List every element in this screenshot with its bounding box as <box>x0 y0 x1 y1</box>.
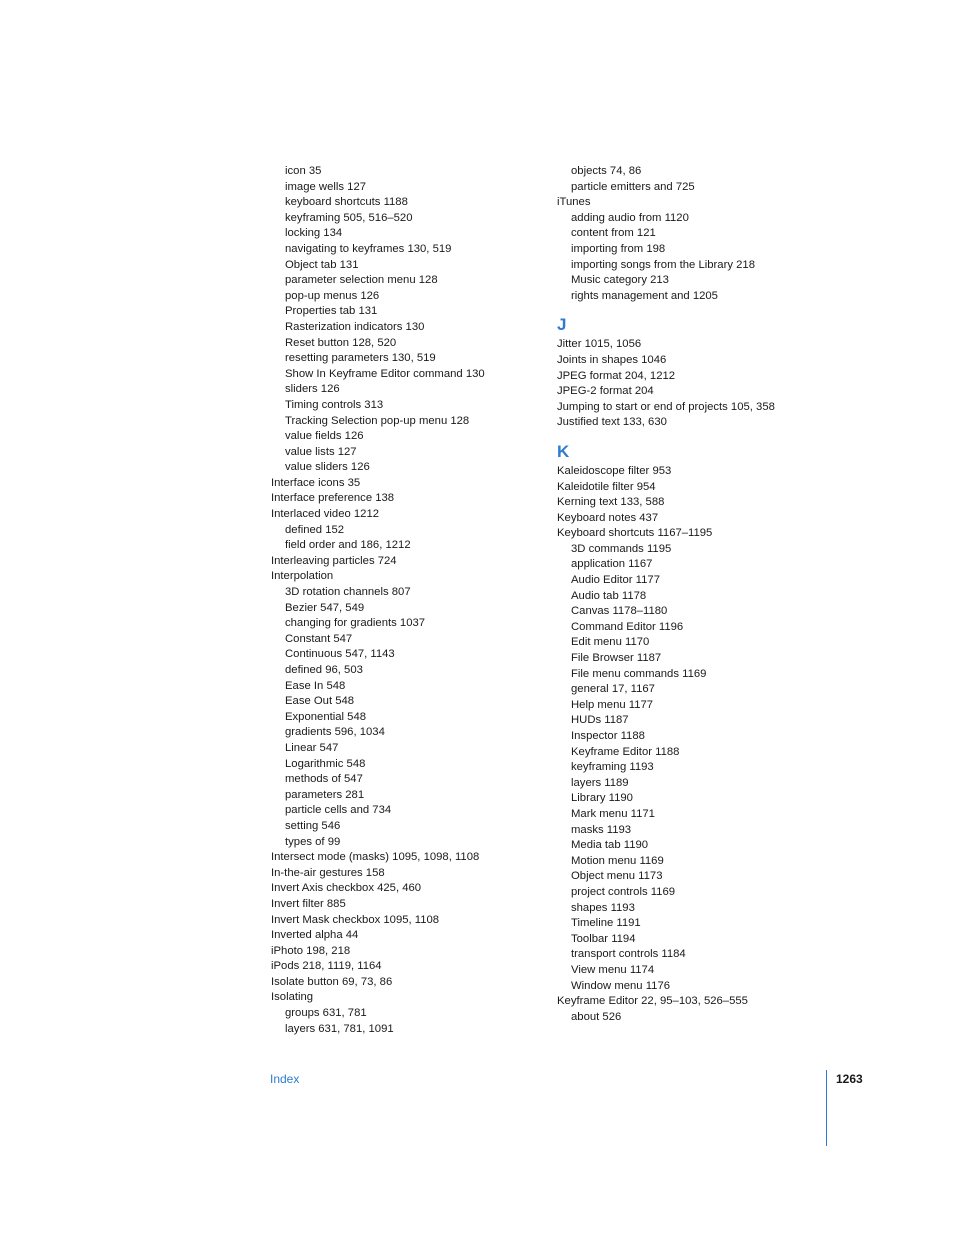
index-subentry: Media tab 1190 <box>571 839 649 852</box>
index-subentry: Canvas 1178–1180 <box>571 605 668 618</box>
index-subentry: Show In Keyframe Editor command 130 <box>285 367 485 380</box>
index-subentry: image wells 127 <box>285 180 367 193</box>
index-subentry: icon 35 <box>285 165 322 177</box>
index-entry: In-the-air gestures 158 <box>271 866 385 879</box>
index-subentry: project controls 1169 <box>571 885 676 898</box>
index-subentry: Tracking Selection pop-up menu 128 <box>285 414 470 427</box>
index-subentry: particle emitters and 725 <box>571 180 695 193</box>
index-subentry: File menu commands 1169 <box>571 667 707 680</box>
index-entry: Jumping to start or end of projects 105, 358 <box>557 400 775 413</box>
index-subentry: Edit menu 1170 <box>571 636 650 649</box>
index-subentry: Properties tab 131 <box>285 305 378 318</box>
index-subentry: Logarithmic 548 <box>285 757 366 770</box>
index-subentry: sliders 126 <box>285 383 340 396</box>
index-subentry: Exponential 548 <box>285 710 367 723</box>
index-subentry: groups 631, 781 <box>285 1007 367 1020</box>
index-entry: Intersect mode (masks) 1095, 1098, 1108 <box>271 851 480 864</box>
index-subentry: Keyframe Editor 1188 <box>571 745 680 758</box>
index-subentry: application 1167 <box>571 558 653 571</box>
index-subentry: general 17, 1167 <box>571 683 655 696</box>
index-entry: Invert Mask checkbox 1095, 1108 <box>271 913 440 926</box>
index-subentry: defined 96, 503 <box>285 664 363 676</box>
index-entry: Interface preference 138 <box>271 492 395 505</box>
index-entry: Interlaced video 1212 <box>271 508 380 521</box>
index-subentry: Object menu 1173 <box>571 870 663 883</box>
index-subentry: value sliders 126 <box>285 461 370 474</box>
index-subentry: Continuous 547, 1143 <box>285 648 395 661</box>
index-subentry: masks 1193 <box>571 823 632 836</box>
footer-divider <box>826 1070 827 1146</box>
index-subentry: about 526 <box>571 1010 622 1023</box>
index-entry: Keyframe Editor 22, 95–103, 526–555 <box>557 995 748 1008</box>
index-subentry: transport controls 1184 <box>571 948 686 961</box>
index-subentry: adding audio from 1120 <box>571 211 689 224</box>
index-subentry: Bezier 547, 549 <box>285 601 365 614</box>
index-subentry: Ease In 548 <box>285 679 346 692</box>
index-subentry: Command Editor 1196 <box>571 620 684 633</box>
index-subentry: Library 1190 <box>571 792 633 805</box>
index-subentry: 3D commands 1195 <box>571 542 672 555</box>
index-subentry: File Browser 1187 <box>571 652 662 665</box>
index-entry: iPhoto 198, 218 <box>271 944 351 957</box>
index-entry: Kaleidotile filter 954 <box>557 480 656 493</box>
index-entry: Interpolation <box>271 570 334 583</box>
index-subentry: Timing controls 313 <box>285 398 384 411</box>
page-number: 1263 <box>836 1072 863 1086</box>
index-subentry: Mark menu 1171 <box>571 807 655 820</box>
index-entry: Isolate button 69, 73, 86 <box>271 975 393 988</box>
index-subentry: Audio tab 1178 <box>571 589 647 602</box>
index-subentry: types of 99 <box>285 835 341 848</box>
index-entry: JPEG-2 format 204 <box>557 385 654 398</box>
index-subentry: Window menu 1176 <box>571 979 671 992</box>
index-subentry: particle cells and 734 <box>285 804 392 817</box>
index-subentry: locking 134 <box>285 227 343 240</box>
index-subentry: resetting parameters 130, 519 <box>285 352 436 365</box>
index-subentry: setting 546 <box>285 819 341 832</box>
index-subentry: Rasterization indicators 130 <box>285 320 425 333</box>
index-entry: Keyboard shortcuts 1167–1195 <box>557 527 713 540</box>
index-column-left <box>271 164 541 1037</box>
index-subentry: pop-up menus 126 <box>285 289 380 302</box>
index-entry: Isolating <box>271 991 314 1004</box>
index-subentry: Music category 213 <box>571 274 669 287</box>
index-entry: Keyboard notes 437 <box>557 511 659 524</box>
index-subentry: rights management and 1205 <box>571 289 718 302</box>
index-subentry: changing for gradients 1037 <box>285 617 426 630</box>
index-subentry: Constant 547 <box>285 632 353 645</box>
index-subentry: Inspector 1188 <box>571 730 645 742</box>
index-subentry: navigating to keyframes 130, 519 <box>285 242 452 255</box>
index-subentry: View menu 1174 <box>571 963 655 976</box>
index-subentry: defined 152 <box>285 523 345 536</box>
index-subentry: content from 121 <box>571 227 656 240</box>
index-subentry: parameter selection menu 128 <box>285 274 438 287</box>
index-subentry: Toolbar 1194 <box>571 932 636 945</box>
index-entry: Kerning text 133, 588 <box>557 496 665 509</box>
index-subentry: field order and 186, 1212 <box>285 539 411 552</box>
index-subentry: Object tab 131 <box>285 258 359 271</box>
index-subentry: value fields 126 <box>285 430 364 443</box>
index-subentry: 3D rotation channels 807 <box>285 586 411 599</box>
index-entry: iPods 218, 1119, 1164 <box>271 960 382 973</box>
index-entry: Interleaving particles 724 <box>271 554 397 567</box>
index-subentry: importing songs from the Library 218 <box>571 258 755 271</box>
index-subentry: keyframing 505, 516–520 <box>285 211 413 224</box>
index-entry: Justified text 133, 630 <box>557 416 667 429</box>
index-entry: Kaleidoscope filter 953 <box>557 464 672 477</box>
index-subentry: methods of 547 <box>285 773 363 786</box>
footer-section-label: Index <box>270 1072 300 1086</box>
index-subentry: value lists 127 <box>285 445 357 458</box>
index-subentry: layers 631, 781, 1091 <box>285 1022 394 1035</box>
index-entry: Invert filter 885 <box>271 897 346 910</box>
index-subentry: importing from 198 <box>571 242 666 255</box>
index-entry: JPEG format 204, 1212 <box>557 369 676 382</box>
index-column-right <box>557 164 837 1025</box>
index-subentry: objects 74, 86 <box>571 165 642 177</box>
index-letter-heading: K <box>557 441 570 461</box>
index-entry: Invert Axis checkbox 425, 460 <box>271 882 422 895</box>
index-subentry: layers 1189 <box>571 776 629 789</box>
index-subentry: Ease Out 548 <box>285 695 355 708</box>
index-entry: Joints in shapes 1046 <box>557 353 667 366</box>
index-subentry: Reset button 128, 520 <box>285 336 397 349</box>
index-entry: Jitter 1015, 1056 <box>557 338 642 351</box>
index-subentry: Motion menu 1169 <box>571 854 664 867</box>
index-subentry: Linear 547 <box>285 741 339 754</box>
index-subentry: Audio Editor 1177 <box>571 574 660 587</box>
index-subentry: gradients 596, 1034 <box>285 726 385 739</box>
index-subentry: HUDs 1187 <box>571 714 629 727</box>
index-subentry: Help menu 1177 <box>571 698 654 711</box>
index-subentry: parameters 281 <box>285 788 365 801</box>
index-entry: iTunes <box>557 196 591 209</box>
index-subentry: keyframing 1193 <box>571 761 654 774</box>
index-entry: Interface icons 35 <box>271 476 361 489</box>
index-subentry: shapes 1193 <box>571 901 635 914</box>
index-letter-heading: J <box>557 315 567 335</box>
index-entry: Inverted alpha 44 <box>271 929 359 942</box>
index-subentry: keyboard shortcuts 1188 <box>285 196 408 209</box>
index-subentry: Timeline 1191 <box>571 917 641 930</box>
